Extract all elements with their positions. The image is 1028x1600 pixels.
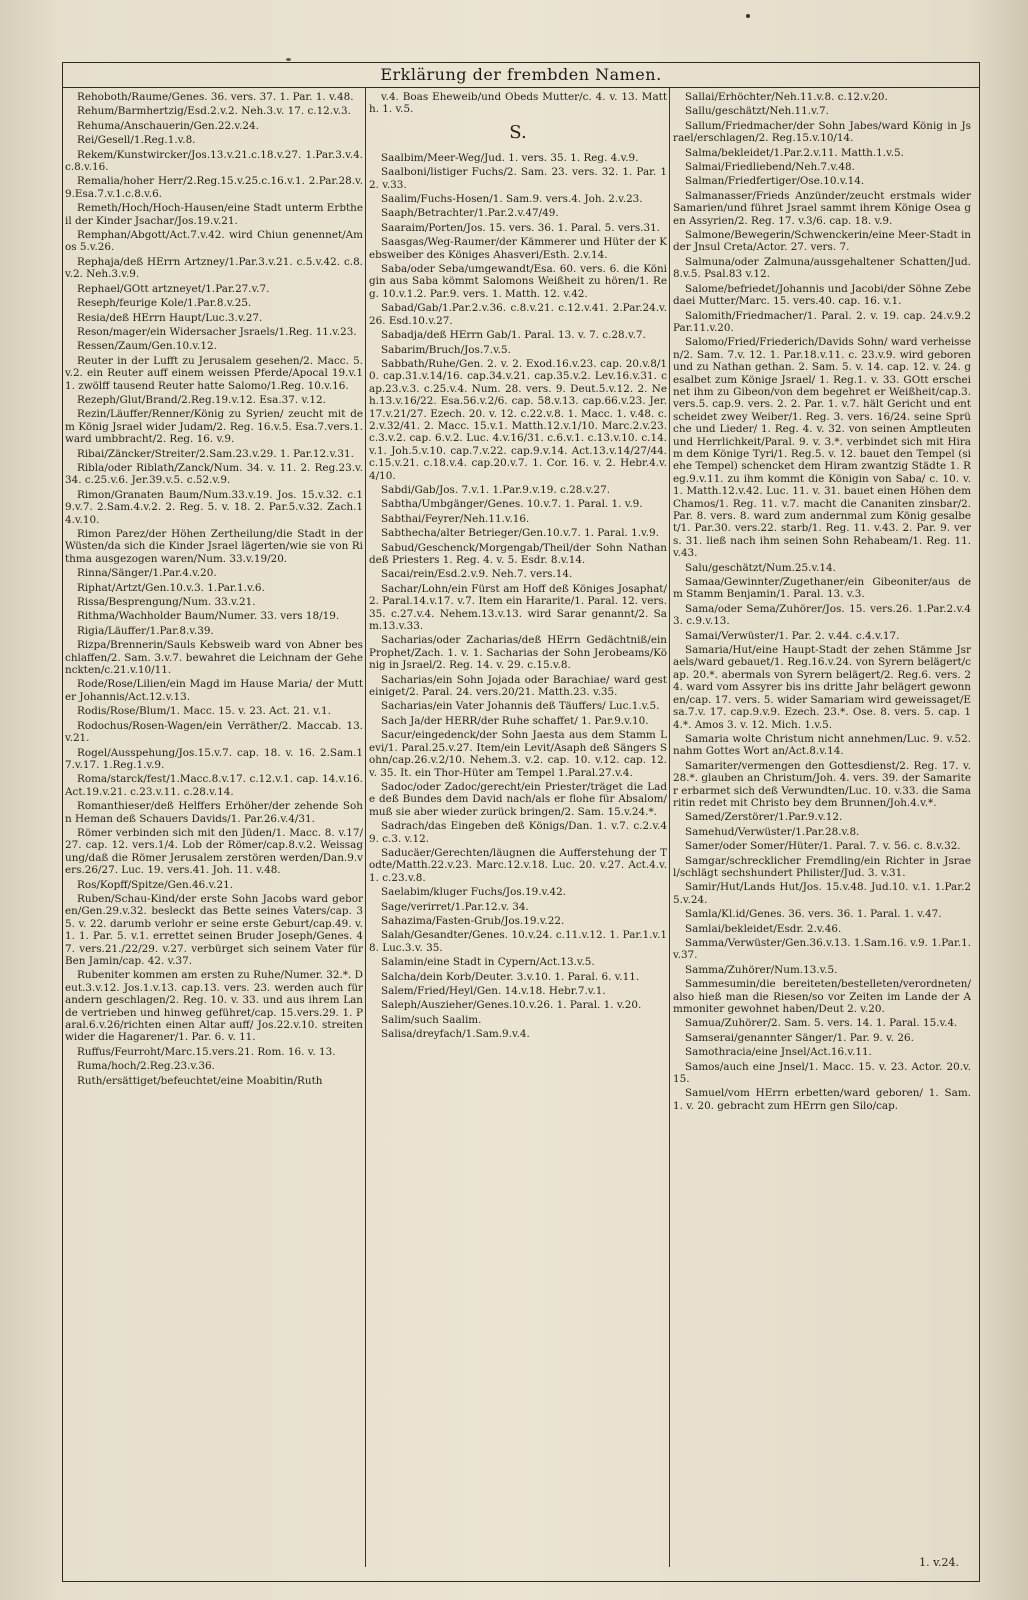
glossary-entry: Sabad/Gab/1.Par.2.v.36. c.8.v.21. c.12.v.41. 2.Par.24.v.26. Esd.10.v.27. bbox=[369, 302, 667, 327]
glossary-entry: Samserai/genannter Sänger/1. Par. 9. v. 26. bbox=[685, 1031, 914, 1044]
glossary-entry: Rekem/Kunstwircker/Jos.13.v.21.c.18.v.27. 1.Par.3.v.4.c.8.v.16. bbox=[65, 148, 363, 174]
glossary-entry: Roma/starck/fest/1.Macc.8.v.17. c.12.v.1. cap. 14.v.16. Act.19.v.21. c.23.v.11. c.28.v.14. bbox=[65, 773, 363, 798]
glossary-entry: Rinna/Sänger/1.Par.4.v.20. bbox=[77, 567, 217, 580]
glossary-entry: Rimon Parez/der Höhen Zertheilung/die Stadt in der Wüsten/da sich die Kinder Jsrael lägerten/wie sie von Rithma ausgezogen waren/Num. 33.v.19/20. bbox=[65, 528, 363, 565]
glossary-entry: Salmone/Bewegerin/Schwenckerin/eine Meer-Stadt in der Jnsul Creta/Actor. 27. vers. 7. bbox=[673, 229, 971, 254]
glossary-entry: Remalia/hoher Herr/2.Reg.15.v.25.c.16.v.1. 2.Par.28.v.9.Esa.7.v.1.c.8.v.6. bbox=[65, 175, 363, 200]
ink-speck bbox=[746, 14, 750, 18]
glossary-entry: Sabdi/Gab/Jos. 7.v.1. 1.Par.9.v.19. c.28.v.27. bbox=[381, 483, 611, 496]
glossary-entry: Samaria wolte Christum nicht annehmen/Luc. 9. v.52. nahm Gottes Wort an/Act.8.v.14. bbox=[673, 732, 971, 758]
glossary-entry: Salisa/dreyfach/1.Sam.9.v.4. bbox=[381, 1028, 530, 1041]
glossary-entry: Sadrach/das Eingeben deß Königs/Dan. 1. v.7. c.2.v.49. c.3. v.12. bbox=[369, 820, 667, 845]
catchword: 1. v.24. bbox=[919, 1556, 959, 1569]
glossary-entry: Samothracia/eine Jnsel/Act.16.v.11. bbox=[685, 1046, 872, 1059]
left-column bbox=[65, 91, 363, 1536]
glossary-entry: Romanthieser/deß Helffers Erhöher/der zehende Sohn Heman deß Schauers Davids/1. Par.26.v.4/31. bbox=[65, 800, 363, 825]
glossary-entry: Samaria/Hut/eine Haupt-Stadt der zehen Stämme Jsraels/ward gebauet/1. Reg.16.v.24. von Syrern belägert/cap. 20.*. abermals von Syrern belägert/2. Reg.6. vers. 24. ward vom Assyrer bis ins dritte Jahr belägert gewonnen/cap. 17. vers. 5. wider Samariam wird geweissaget/Esa.7.v. 17. cap.9.v.9. Ezech. 23.*. Ose. 8. vers. 5. cap. 14.*. Amos 3. v. 12. Mich. 1.v.5. bbox=[673, 644, 971, 731]
glossary-entry: Sacur/eingedenck/der Sohn Jaesta aus dem Stamm Levi/1. Paral.25.v.27. Item/ein Levit/Asaph deß Sängers Sohn/cap.26.v.2/10. Nehem.3. v.2. cap. 10. v.12. cap. 12. v. 35. It. ein Thor-Hüter am Tempel 1.Paral.27.v.4. bbox=[369, 729, 667, 779]
glossary-entry: Salem/Fried/Heyl/Gen. 14.v.18. Hebr.7.v.1. bbox=[381, 985, 606, 997]
glossary-entry: Sacharias/ein Sohn Jojada oder Barachiae/ ward gesteiniget/2. Paral. 24. vers.20/21. Matth.23. v.35. bbox=[369, 673, 667, 699]
glossary-entry: Samariter/vermengen den Gottesdienst/2. Reg. 17. v. 28.*. glauben an Christum/Joh. 4. vers. 39. der Samariter erbarmet sich deß Verwundten/Luc. 10. v.33. die Samaritin redet mit Christo bey dem Brunnen/Joh.4.v.*. bbox=[673, 759, 971, 809]
glossary-entry: Sabud/Geschenck/Morgengab/Theil/der Sohn Nathan deß Priesters 1. Reg. 4. v. 5. Esdr. 8.v.14. bbox=[369, 541, 667, 566]
glossary-entry: Rithma/Wachholder Baum/Numer. 33. vers 18/19. bbox=[77, 610, 340, 623]
glossary-entry: Sacharias/oder Zacharias/deß HErrn Gedächtniß/ein Prophet/Zach. 1. v. 1. Sacharias der Sohn Jerobeams/König in Jsrael/2. Reg. 14. v. 29. c.15.v.8. bbox=[369, 634, 667, 672]
glossary-entry: Samlai/bekleidet/Esdr. 2.v.46. bbox=[685, 922, 842, 935]
glossary-entry: Samos/auch eine Jnsel/1. Macc. 15. v. 23. Actor. 20.v.15. bbox=[673, 1060, 971, 1086]
glossary-entry: Saalboni/listiger Fuchs/2. Sam. 23. vers. 32. 1. Par. 12. v.33. bbox=[369, 166, 667, 191]
middle-entries bbox=[369, 152, 667, 1041]
glossary-entry: Salcha/dein Korb/Deuter. 3.v.10. 1. Paral. 6. v.11. bbox=[381, 970, 640, 983]
glossary-entry: Rezeph/Glut/Brand/2.Reg.19.v.12. Esa.37. v.12. bbox=[77, 393, 326, 406]
glossary-entry: Rubeniter kommen am ersten zu Ruhe/Numer. 32.*. Deut.3.v.12. Jos.1.v.13. cap.13. vers. 23. werden auch für andern geschlagen/2. Reg. 10. v. 33. und aus ihrem Lande vertrieben und hinweg geführet/cap. 15.vers.29. 1. Paral.6.v.26/richten einen Altar auff/ Jos.22.v.10. streiten wider die Hagarener/1. Par. 6. v. 11. bbox=[65, 969, 363, 1044]
glossary-entry: Salomo/Fried/Friederich/Davids Sohn/ ward verheissen/2. Sam. 7.v. 12. 1. Par.18.v.11. c. 23.v.9. wird geboren und zu Nathan gethan. 2. Sam. 5. v. 14. cap. 12. v. 24. gesalbet zum Könige Jsrael/ 1. Reg.1. v. 33. GOtt erscheinet ihm zu Gibeon/von dem begehret er Weißheit/cap.3. vers.5. cap.9. vers. 2. 2. Par. 1. v.7. hält Gericht und entscheidet zwey Weiber/1. Reg. 3. vers. 16/24. seine Sprüche und Lieder/ 1. Reg. 4. v. 32. von seinen Amptleuten und Herrlichkeit/Paral. 9. v. 3.*. verbindet sich mit Hiram dem Könige Tyri/1. Reg.5. v. 12. bauet den Tempel (siehe Tempel) schencket dem Hiram zwantzig Städte 1. Reg.9.v.11. zu ihm kommt die Königin von Saba/ c. 10. v.1. Matth.12.v.42. Luc. 11. v. 31. bauet einen Höhen dem Chamos/1. Reg. 11. v.7. macht die Cananiten zinsbar/2. Par. 8. vers. 8. ward zum andernmal zum König gesalbet/1. Par.30. vers.22. starb/1. Reg. 11. v.43. 2. Par. 9. vers. 31. ließ nach ihm seinen Sohn Rehabeam/1. Reg. 11. v.43. bbox=[673, 336, 971, 560]
glossary-entry: Saba/oder Seba/umgewandt/Esa. 60. vers. 6. die Königin aus Saba kömmt Salomons Weißheit zu hören/1. Reg. 10.v.1.2. Par.9. vers. 1. Matth. 12. v.42. bbox=[369, 263, 667, 300]
glossary-entry: Salmai/Friedliebend/Neh.7.v.48. bbox=[685, 161, 855, 174]
glossary-entry: Samua/Zuhörer/2. Sam. 5. vers. 14. 1. Paral. 15.v.4. bbox=[685, 1017, 958, 1030]
glossary-entry: Sachar/Lohn/ein Fürst am Hoff deß Königes Josaphat/2. Paral.14.v.17. v.7. Item ein Hararite/1. Paral. 12. vers.35. c.27.v.4. Nehem.13.v.13. wird Sarar genannt/2. Sam.13.v.33. bbox=[369, 582, 667, 633]
glossary-entry: Rei/Gesell/1.Reg.1.v.8. bbox=[77, 134, 196, 147]
glossary-entry: Sabthecha/alter Betrieger/Gen.10.v.7. 1. Paral. 1.v.9. bbox=[381, 527, 659, 540]
glossary-entry: Saleph/Auszieher/Genes.10.v.26. 1. Paral. 1. v.20. bbox=[381, 999, 642, 1012]
glossary-entry: Resia/deß HErrn Haupt/Luc.3.v.27. bbox=[77, 311, 263, 324]
glossary-entry: Sahazima/Fasten-Grub/Jos.19.v.22. bbox=[381, 914, 565, 927]
page-frame bbox=[62, 62, 980, 1582]
glossary-entry: Saducäer/Gerechten/läugnen die Aufferstehung der Todte/Matth.22.v.23. Marc.12.v.18. Luc. 20. v.27. Act.4.v.1. c.23.v.8. bbox=[369, 846, 667, 884]
glossary-entry: Rezin/Läuffer/Renner/König zu Syrien/ zeucht mit dem König Jsrael wider Judam/2. Reg. 16.v.5. Esa.7.vers.1. ward umbbracht/2. Reg. 16. v.9. bbox=[65, 408, 363, 446]
glossary-entry: Sabadja/deß HErrn Gab/1. Paral. 13. v. 7. c.28.v.7. bbox=[381, 329, 646, 342]
glossary-entry: Samaa/Gewinnter/Zugethaner/ein Gibeoniter/aus dem Stamm Benjamin/1. Paral. 13. v.3. bbox=[673, 576, 971, 601]
glossary-entry: Sabarim/Bruch/Jos.7.v.5. bbox=[381, 343, 511, 356]
glossary-entry: Samai/Verwüster/1. Par. 2. v.44. c.4.v.17. bbox=[685, 629, 900, 642]
glossary-entry: Samma/Zuhörer/Num.13.v.5. bbox=[685, 963, 838, 976]
glossary-entry: Sama/oder Sema/Zuhörer/Jos. 15. vers.26. 1.Par.2.v.43. c.9.v.13. bbox=[673, 602, 971, 628]
continued-entry-block bbox=[369, 91, 667, 116]
glossary-entry: Remphan/Abgott/Act.7.v.42. wird Chiun genennet/Amos 5.v.26. bbox=[65, 229, 363, 254]
glossary-entry: Sallu/geschätzt/Neh.11.v.7. bbox=[685, 105, 829, 118]
glossary-entry: Saaph/Betrachter/1.Par.2.v.47/49. bbox=[381, 207, 559, 220]
glossary-entry: Ruth/ersättiget/befeuchtet/eine Moabitin/Ruth bbox=[77, 1074, 323, 1087]
glossary-entry: Ros/Kopff/Spitze/Gen.46.v.21. bbox=[77, 878, 234, 891]
glossary-entry: Rehum/Barmhertzig/Esd.2.v.2. Neh.3.v. 17. c.12.v.3. bbox=[77, 105, 351, 118]
glossary-entry: v.4. Boas Eheweib/und Obeds Mutter/c. 4. v. 13. Matth. 1. v.5. bbox=[369, 91, 667, 116]
glossary-entry: Rephaja/deß HErrn Artzney/1.Par.3.v.21. c.5.v.42. c.8.v.2. Neh.3.v.9. bbox=[65, 255, 363, 281]
glossary-entry: Sacharias/ein Vater Johannis deß Täuffers/ Luc.1.v.5. bbox=[381, 700, 660, 713]
glossary-entry: Salim/such Saalim. bbox=[381, 1013, 482, 1026]
glossary-entry: Samma/Verwüster/Gen.36.v.13. 1.Sam.16. v.9. 1.Par.1.v.37. bbox=[673, 937, 971, 962]
glossary-entry: Salmanasser/Frieds Anzünder/zeucht erstmals wider Samarien/und führet Jsrael sammt ihrem Könige Osea gen Assyrien/2. Reg. 17. v.3/6. cap. 18. v.9. bbox=[673, 189, 971, 227]
glossary-entry: Riphat/Artzt/Gen.10.v.3. 1.Par.1.v.6. bbox=[77, 581, 265, 594]
glossary-entry: Sammesumin/die bereiteten/bestelleten/verordneten/also hieß man die Riesen/so vor Zeiten im Lande der Ammoniter gewohnet haben/Deut 2. v.20. bbox=[673, 978, 971, 1016]
running-header: Erklärung der frembden Namen. bbox=[63, 63, 979, 88]
glossary-entry: Saalbim/Meer-Weg/Jud. 1. vers. 35. 1. Reg. 4.v.9. bbox=[381, 151, 639, 164]
glossary-entry: Rodochus/Rosen-Wagen/ein Verräther/2. Maccab. 13.v.21. bbox=[65, 719, 363, 745]
glossary-entry: Rehoboth/Raume/Genes. 36. vers. 37. 1. Par. 1. v.48. bbox=[77, 91, 354, 103]
glossary-entry: Samla/Kl.id/Genes. 36. vers. 36. 1. Paral. 1. v.47. bbox=[685, 908, 942, 921]
glossary-entry: Saaraim/Porten/Jos. 15. vers. 36. 1. Paral. 5. vers.31. bbox=[381, 221, 660, 234]
glossary-entry: Samuel/vom HErrn erbetten/ward geboren/ 1. Sam. 1. v. 20. gebracht zum HErrn gen Silo/cap. bbox=[673, 1087, 971, 1112]
glossary-entry: Ribla/oder Riblath/Zanck/Num. 34. v. 11. 2. Reg.23.v.34. c.25.v.6. Jer.39.v.5. c.52.v.9. bbox=[65, 461, 363, 487]
glossary-entry: Ruben/Schau-Kind/der erste Sohn Jacobs ward geboren/Gen.29.v.32. besleckt das Bette seines Vaters/cap. 35. v. 22. darumb verlohr er seine erste Geburt/cap.49. v. 1. 1. Par. 5. v.1. errettet seinen Bruder Joseph/Genes. 47. vers.21./22/29. v.27. verbürget sich seinem Vater für Ben Jamin/cap. 42. v.37. bbox=[65, 892, 363, 967]
glossary-entry: Sach Ja/der HERR/der Ruhe schaffet/ 1. Par.9.v.10. bbox=[381, 714, 649, 727]
glossary-entry: Sabthai/Feyrer/Neh.11.v.16. bbox=[381, 512, 530, 525]
glossary-entry: Salmuna/oder Zalmuna/aussgehaltener Schatten/Jud.8.v.5. Psal.83 v.12. bbox=[673, 255, 971, 281]
glossary-entry: Samir/Hut/Lands Hut/Jos. 15.v.48. Jud.10. v.1. 1.Par.25.v.24. bbox=[673, 881, 971, 906]
glossary-entry: Ressen/Zaum/Gen.10.v.12. bbox=[77, 340, 217, 353]
glossary-entry: Sacai/rein/Esd.2.v.9. Neh.7. vers.14. bbox=[381, 568, 573, 581]
glossary-entry: Saalim/Fuchs-Hosen/1. Sam.9. vers.4. Joh. 2.v.23. bbox=[381, 193, 643, 206]
glossary-entry: Salah/Gesandter/Genes. 10.v.24. c.11.v.12. 1. Par.1.v.18. Luc.3.v. 35. bbox=[369, 929, 667, 954]
glossary-entry: Rissa/Besprengung/Num. 33.v.21. bbox=[77, 596, 256, 609]
glossary-entry: Ribai/Zäncker/Streiter/2.Sam.23.v.29. 1. Par.12.v.31. bbox=[77, 447, 354, 460]
glossary-entry: Römer verbinden sich mit den Jüden/1. Macc. 8. v.17/27. cap. 12. vers.1/4. Lob der Römer/cap.8.v.2. Weissagung/daß die Römer Jerusalem zerstören werden/Dan.9.vers.26/27. Luc. 19. vers.41. Joh. 11. v.48. bbox=[65, 826, 363, 877]
glossary-entry: Reseph/feurige Kole/1.Par.8.v.25. bbox=[77, 297, 252, 310]
glossary-entry: Salamin/eine Stadt in Cypern/Act.13.v.5. bbox=[381, 956, 595, 969]
glossary-entry: Salman/Friedfertiger/Ose.10.v.14. bbox=[685, 175, 865, 188]
glossary-entry: Salma/bekleidet/1.Par.2.v.11. Matth.1.v.5. bbox=[685, 146, 904, 159]
glossary-entry: Rimon/Granaten Baum/Num.33.v.19. Jos. 15.v.32. c.19.v.7. 2.Sam.4.v.2. 2. Reg. 5. v. 18. 2. Par.5.v.32. Zach.14.v.10. bbox=[65, 488, 363, 526]
glossary-entry: Remeth/Hoch/Hoch-Hausen/eine Stadt unterm Erbtheil der Kinder Jsachar/Jos.19.v.21. bbox=[65, 202, 363, 227]
glossary-entry: Saelabim/kluger Fuchs/Jos.19.v.42. bbox=[381, 886, 566, 899]
glossary-entry: Rephael/GOtt artzneyet/1.Par.27.v.7. bbox=[77, 282, 270, 295]
glossary-entry: Rogel/Ausspehung/Jos.15.v.7. cap. 18. v. 16. 2.Sam.17.v.17. 1.Reg.1.v.9. bbox=[65, 746, 363, 771]
column-divider bbox=[365, 87, 366, 1567]
glossary-entry: Rode/Rose/Lilien/ein Magd im Hause Maria/ der Mutter Johannis/Act.12.v.13. bbox=[65, 678, 363, 703]
glossary-entry: Reson/mager/ein Widersacher Jsraels/1.Reg. 11.v.23. bbox=[77, 325, 357, 338]
glossary-entry: Salome/befriedet/Johannis und Jacobi/der Söhne Zebedaei Mutter/Marc. 15. vers.40. cap. 16. v.1. bbox=[673, 282, 971, 308]
glossary-entry: Sallai/Erhöchter/Neh.11.v.8. c.12.v.20. bbox=[685, 91, 888, 103]
glossary-entry: Samer/oder Somer/Hüter/1. Paral. 7. v. 56. c. 8.v.32. bbox=[685, 840, 961, 853]
glossary-entry: Ruffus/Feurroht/Marc.15.vers.21. Rom. 16. v. 13. bbox=[77, 1045, 336, 1058]
glossary-entry: Samgar/schrecklicher Fremdling/ein Richter in Jsrael/schlägt sechshundert Philister/Jud. 3. v.31. bbox=[673, 854, 971, 879]
glossary-entry: Salomith/Friedmacher/1. Paral. 2. v. 19. cap. 24.v.9.2 Par.11.v.20. bbox=[673, 309, 971, 334]
glossary-entry: Ruma/hoch/2.Reg.23.v.36. bbox=[77, 1060, 215, 1073]
glossary-entry: Sage/verirret/1.Par.12.v. 34. bbox=[381, 900, 529, 913]
right-column bbox=[673, 91, 971, 1536]
glossary-entry: Rodis/Rose/Blum/1. Macc. 15. v. 23. Act. 21. v.1. bbox=[77, 705, 331, 718]
glossary-entry: Sabbath/Ruhe/Gen. 2. v. 2. Exod.16.v.23. cap. 20.v.8/10. cap.31.v.14/16. cap.34.v.21. cap.35.v.2. Lev.16.v.31. cap.23.v.3. c.25.v.4. Num. 28. vers. 9. Deut.5.v.12. 2. Neh.13.v.16/22. Esa.56.v.2/6. cap. 58.v.13. cap.66.v.23. Jer.17.v.21/27. Ezech. 20. v. 12. c.22.v.8. 1. Macc. 1. v.48. c.2.v.32/41. 2. Macc. 15.v.1. Matth.12.v.1/10. Marc.2.v.23. c.3.v.2. cap. 6.v.2. Luc. 4.v.16/31. c.6.v.1. c.13.v.10. c.14.v.1. Joh.5.v.10. cap.7.v.22. cap.9.v.14. Act.13.v.14/27/44. c.15.v.21. c.18.v.4. cap.20.v.7. 1. Cor. 16. v. 2. Hebr.4.v.4/10. bbox=[369, 357, 667, 482]
glossary-entry: Salu/geschätzt/Num.25.v.14. bbox=[685, 561, 836, 574]
column-divider bbox=[669, 87, 670, 1567]
glossary-entry: Reuter in der Lufft zu Jerusalem gesehen/2. Macc. 5.v.2. ein Reuter auff einem weissen Pferde/Apocal 19.v.11. zwölff tausend Reuter hatte Salomo/1.Reg. 10.v.16. bbox=[65, 354, 363, 392]
glossary-entry: Sallum/Friedmacher/der Sohn Jabes/ward König in Jsrael/erschlagen/2. Reg.15.v.10/14. bbox=[673, 119, 971, 145]
glossary-entry: Sadoc/oder Zadoc/gerecht/ein Priester/träget die Lade deß Bundes dem David nach/als er flohe für Absalom/muß sie aber wieder zurück bringen/2. Sam. 15.v.24.*. bbox=[369, 780, 667, 818]
glossary-entry: Rizpa/Brennerin/Sauls Kebsweib ward von Abner beschlaffen/2. Sam. 3.v.7. bewahret die Leichnam der Gehenckten/c.21.v.10/11. bbox=[65, 639, 363, 677]
glossary-entry: Samehud/Verwüster/1.Par.28.v.8. bbox=[685, 825, 860, 838]
glossary-entry: Saasgas/Weg-Raumer/der Kämmerer und Hüter der Kebsweiber des Königes Ahasveri/Esth. 2.v.14. bbox=[369, 236, 667, 261]
middle-column bbox=[369, 91, 667, 1536]
glossary-entry: Rigia/Läuffer/1.Par.8.v.39. bbox=[77, 624, 214, 637]
section-letter: S. bbox=[509, 121, 527, 143]
glossary-entry: Sabtha/Umbgänger/Genes. 10.v.7. 1. Paral. 1. v.9. bbox=[381, 498, 643, 511]
glossary-entry: Samed/Zerstörer/1.Par.9.v.12. bbox=[685, 811, 843, 824]
glossary-entry: Rehuma/Anschauerin/Gen.22.v.24. bbox=[77, 119, 259, 132]
ink-speck bbox=[286, 58, 291, 61]
